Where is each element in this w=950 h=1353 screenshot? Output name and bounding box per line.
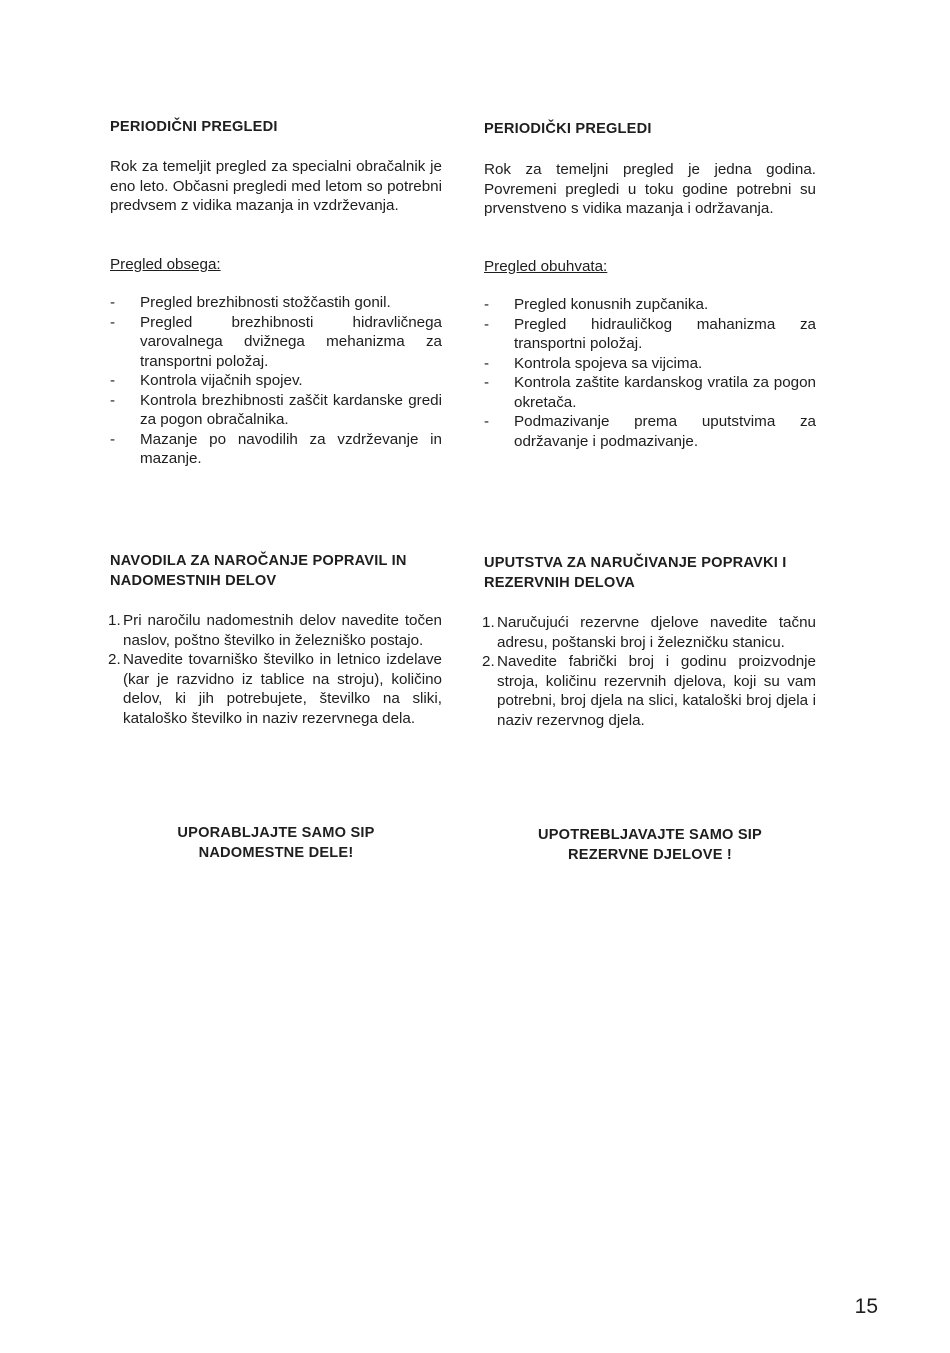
right-scope-item: - Kontrola zaštite kardanskog vratila za pogon okretača. (484, 373, 816, 412)
right-ordering-item (484, 613, 816, 652)
left-scope-item: - Kontrola brezhibnosti zaščit kardanske gredi za pogon obračalnika. (110, 391, 442, 430)
right-ordering-item (484, 652, 816, 730)
right-notice (484, 826, 816, 865)
left-scope-list-wrap (110, 293, 442, 469)
left-scope-item: - Pregled brezhibnosti stožčastih gonil. (110, 293, 442, 313)
right-inspections-section (484, 120, 816, 140)
right-ordering-item-text: Navedite fabrički broj i godinu proizvodnje stroja, količinu rezervnih djelova, koji su vam potrebni, broj djela na slici, kataloški broj djela i naziv rezervnog djela. (497, 653, 816, 729)
left-scope-label: Pregled obsega: (110, 256, 221, 273)
left-ordering-item (110, 650, 442, 728)
left-ordering-item (110, 611, 442, 650)
right-scope-item: - Pregled hidrauličkog mahanizma za transportni položaj. (484, 315, 816, 354)
right-ordering-title: UPUTSTVA ZA NARUČIVANJE POPRAVKI I REZERVNIH DELOVA (484, 555, 787, 591)
right-scope-label: Pregled obuhvata: (484, 258, 608, 275)
left-notice-line1: UPORABLJAJTE SAMO SIP (177, 825, 375, 841)
left-scope-item: - Pregled brezhibnosti hidravličnega varovalnega dvižnega mehanizma za transportni položaj. (110, 313, 442, 372)
left-ordering-item-text: Navedite tovarniško številko in letnico izdelave (kar je razvidno iz tablice na stroju), količino delov, ki jih potrebujete, številko na sliki, kataloško številko in naziv rezervnega dela. (123, 651, 442, 727)
right-inspections-text: Rok za temeljni pregled je jedna godina. Povremeni pregledi u toku godine potrebni su prvenstveno s vidika mazanja i održavanja. (484, 161, 816, 217)
left-ordering-section (110, 552, 442, 591)
left-ordering-item-number: 2. (108, 651, 121, 668)
right-ordering-item-number: 1. (482, 614, 495, 631)
right-scope-item: - Pregled konusnih zupčanika. (484, 295, 816, 315)
left-ordering-item-text: Pri naročilu nadomestnih delov navedite točen naslov, poštno številko in železniško postajo. (123, 612, 442, 649)
right-ordering-item-text: Naručujući rezervne djelove navedite tačnu adresu, poštanski broj i železničku stanicu. (497, 614, 816, 651)
left-ordering-list-wrap (110, 611, 442, 728)
left-notice-line2: NADOMESTNE DELE! (198, 844, 354, 861)
left-notice (110, 824, 442, 863)
left-inspections-title: PERIODIČNI PREGLEDI (110, 119, 278, 135)
right-scope-label-wrap (484, 257, 816, 277)
left-ordering-title: NAVODILA ZA NAROČANJE POPRAVIL IN NADOMESTNIH DELOV (110, 553, 407, 589)
left-scope-list (110, 293, 442, 469)
left-ordering-item-number: 1. (108, 612, 121, 629)
right-ordering-section (484, 554, 816, 593)
page-number: 15 (854, 1295, 878, 1318)
right-ordering-list (484, 613, 816, 730)
right-notice-line2: REZERVNE DJELOVE ! (568, 846, 732, 863)
left-inspections-text: Rok za temeljit pregled za specialni obračalnik je eno leto. Občasni pregledi med letom so potrebni predvsem z vidika mazanja in vzdrževanja. (110, 158, 442, 214)
left-ordering-list (110, 611, 442, 728)
right-scope-item: - Kontrola spojeva sa vijcima. (484, 354, 816, 374)
left-inspections-body (110, 157, 442, 216)
right-ordering-item-number: 2. (482, 653, 495, 670)
right-scope-list (484, 295, 816, 451)
left-scope-label-wrap (110, 255, 442, 275)
right-scope-item: - Podmazivanje prema uputstvima za održavanje i podmazivanje. (484, 412, 816, 451)
left-inspections-section (110, 118, 442, 138)
right-inspections-body (484, 160, 816, 219)
right-scope-list-wrap (484, 295, 816, 451)
left-scope-item: - Kontrola vijačnih spojev. (110, 371, 442, 391)
right-inspections-title: PERIODIČKI PREGLEDI (484, 121, 652, 137)
left-scope-item: - Mazanje po navodilih za vzdrževanje in mazanje. (110, 430, 442, 469)
right-notice-line1: UPOTREBLJAVAJTE SAMO SIP (537, 827, 762, 843)
right-ordering-list-wrap (484, 613, 816, 730)
